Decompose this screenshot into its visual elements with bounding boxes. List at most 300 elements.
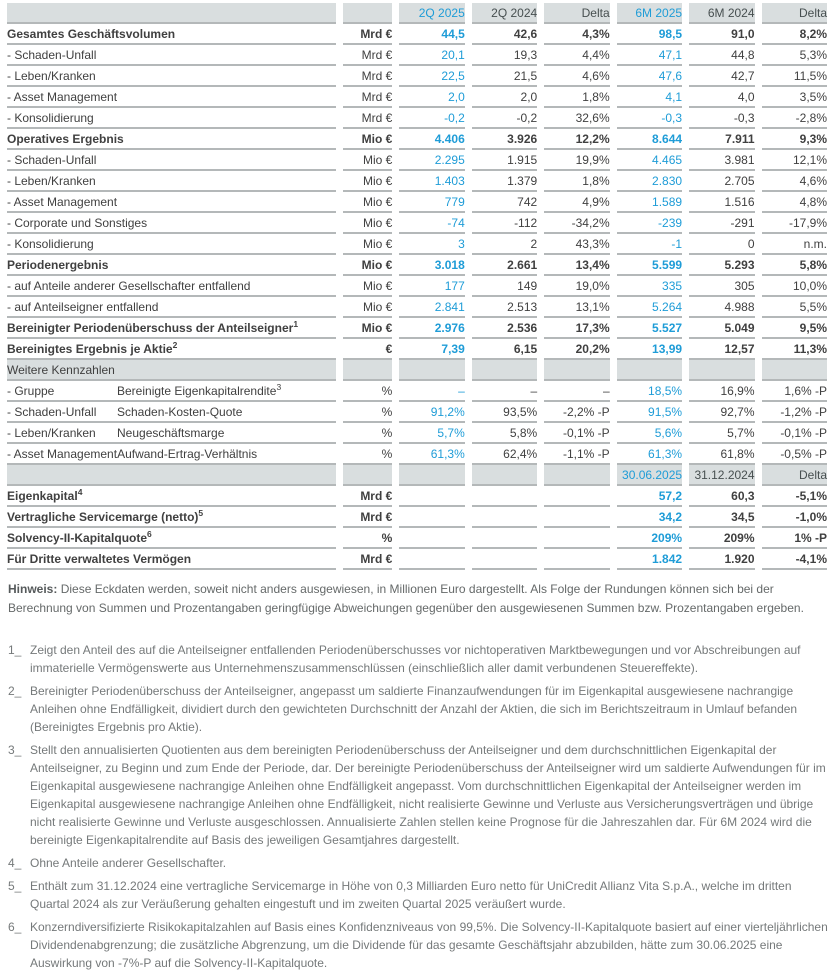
value-cell: 4,9% bbox=[544, 192, 609, 213]
table-row bbox=[7, 318, 827, 339]
value-cell: 13,99 bbox=[617, 339, 682, 360]
row-label-text: - Konsolidierung bbox=[7, 110, 94, 125]
value-cell bbox=[544, 507, 609, 528]
row-label bbox=[7, 444, 336, 465]
value-cell: -4,1% bbox=[762, 549, 827, 570]
value-cell: 1% -P bbox=[762, 528, 827, 549]
value-cell: 60,3 bbox=[689, 486, 754, 507]
row-label bbox=[7, 234, 336, 255]
value-cell: 5,8% bbox=[472, 423, 537, 444]
unit-cell: Mio € bbox=[343, 276, 392, 297]
value-cell: 91,5% bbox=[617, 402, 682, 423]
value-cell: 742 bbox=[472, 192, 537, 213]
value-cell: 1.920 bbox=[689, 549, 754, 570]
date-header-cell bbox=[399, 465, 464, 486]
value-cell: 42,6 bbox=[472, 24, 537, 45]
value-cell: 1,6% -P bbox=[762, 381, 827, 402]
value-cell: 5.527 bbox=[617, 318, 682, 339]
footnote-ref: 1 bbox=[293, 318, 299, 329]
value-cell: 149 bbox=[472, 276, 537, 297]
footnote bbox=[0, 741, 834, 849]
table-row bbox=[7, 192, 827, 213]
footnote-text: Konzerndiversifizierte Risikokapitalzahlen auf Basis eines Konfidenzniveaus von 99,5%. Die Solvency-II-Kapitalquote basiert auf einer vierteljährlichen Dividendenabgrenzung; die zusätzliche Abgrenzung, um die Dividende für das gesamte Geschäftsjahr abzubilden, hätte zum 30.06.2025 eine Auswirkung von -7%-P auf die Solvency-II-Kapitalquote. bbox=[30, 920, 828, 971]
row-label-text: - auf Anteilseigner entfallend bbox=[7, 299, 159, 314]
value-cell: -1,2% -P bbox=[762, 402, 827, 423]
table-row bbox=[7, 24, 827, 45]
unit-cell: % bbox=[343, 402, 392, 423]
value-cell: 12,1% bbox=[762, 150, 827, 171]
footnote bbox=[0, 682, 834, 736]
value-cell: 91,0 bbox=[689, 24, 754, 45]
row-label-text: Periodenergebnis bbox=[7, 257, 109, 272]
value-cell: 1.516 bbox=[689, 192, 754, 213]
value-cell: 9,3% bbox=[762, 129, 827, 150]
row-label-text: - Schaden-Unfall bbox=[7, 47, 97, 62]
section-header-row bbox=[7, 360, 827, 381]
row-label-text: Für Dritte verwaltetes Vermögen bbox=[7, 551, 192, 566]
section-cell-empty bbox=[399, 360, 464, 381]
value-cell: 8.644 bbox=[617, 129, 682, 150]
row-label-text: - Asset Management bbox=[7, 89, 118, 104]
unit-cell: Mrd € bbox=[343, 87, 392, 108]
row-label bbox=[7, 255, 336, 276]
value-cell: 57,2 bbox=[617, 486, 682, 507]
value-cell: 32,6% bbox=[544, 108, 609, 129]
value-cell: 19,0% bbox=[544, 276, 609, 297]
value-cell: 19,3 bbox=[472, 45, 537, 66]
footnote bbox=[0, 854, 834, 872]
row-label-text: - Asset Management bbox=[7, 446, 118, 461]
unit-cell: % bbox=[343, 423, 392, 444]
value-cell: 4,1 bbox=[617, 87, 682, 108]
footnote-text: Enthält zum 31.12.2024 eine vertragliche Servicemarge in Höhe von 0,3 Milliarden Euro netto für UniCredit Allianz Vita S.p.A., welche im dritten Quartal 2024 als zur Veräußerung gehalten eingestuft und im zweiten Quartal 2025 veräußert wurde. bbox=[30, 879, 792, 912]
table-row bbox=[7, 423, 827, 444]
value-cell: -1 bbox=[617, 234, 682, 255]
table-row bbox=[7, 297, 827, 318]
value-cell bbox=[399, 549, 464, 570]
value-cell: 7,39 bbox=[399, 339, 464, 360]
value-cell: 2.661 bbox=[472, 255, 537, 276]
row-label-text: - Schaden-Unfall bbox=[7, 152, 97, 167]
row-label-text: - Leben/Kranken bbox=[7, 68, 96, 83]
value-cell: 4,3% bbox=[544, 24, 609, 45]
value-cell: 3.981 bbox=[689, 150, 754, 171]
table-row bbox=[7, 255, 827, 276]
table-row bbox=[7, 171, 827, 192]
column-header-2q-2025: 2Q 2025 bbox=[399, 3, 464, 24]
row-label-text: Gesamtes Geschäftsvolumen bbox=[7, 26, 176, 41]
row-label-text: - auf Anteile anderer Gesellschafter entfallend bbox=[7, 278, 251, 293]
footnote bbox=[0, 641, 834, 677]
value-cell: 3 bbox=[399, 234, 464, 255]
value-cell: n.m. bbox=[762, 234, 827, 255]
value-cell: 34,5 bbox=[689, 507, 754, 528]
value-cell: -34,2% bbox=[544, 213, 609, 234]
column-header-6m-2025: 6M 2025 bbox=[617, 3, 682, 24]
value-cell: -74 bbox=[399, 213, 464, 234]
value-cell: 12,57 bbox=[689, 339, 754, 360]
row-label bbox=[7, 318, 336, 339]
value-cell bbox=[544, 549, 609, 570]
footnote-marker: 4_ bbox=[8, 856, 22, 871]
value-cell: 44,5 bbox=[399, 24, 464, 45]
value-cell: 1.915 bbox=[472, 150, 537, 171]
footnote-ref: 5 bbox=[198, 507, 204, 518]
value-cell: -17,9% bbox=[762, 213, 827, 234]
date-header-cell: 30.06.2025 bbox=[617, 465, 682, 486]
row-label-text: Eigenkapital$^4$ bbox=[7, 486, 83, 503]
footnote-marker: 5_ bbox=[8, 879, 22, 894]
footnotes bbox=[0, 641, 834, 972]
row-label bbox=[7, 129, 336, 150]
footnote-marker: 6_ bbox=[8, 920, 22, 935]
row-label-text: Operatives Ergebnis bbox=[7, 131, 124, 146]
value-cell: 61,3% bbox=[399, 444, 464, 465]
financial-table bbox=[0, 3, 834, 570]
column-header-2q-2024: 2Q 2024 bbox=[472, 3, 537, 24]
value-cell: 61,3% bbox=[617, 444, 682, 465]
column-header-row bbox=[7, 3, 827, 24]
footnote bbox=[0, 918, 834, 972]
value-cell bbox=[472, 528, 537, 549]
row-sublabel: Schaden-Kosten-Quote bbox=[117, 404, 243, 419]
value-cell: 20,1 bbox=[399, 45, 464, 66]
value-cell: 2.536 bbox=[472, 318, 537, 339]
unit-cell: Mio € bbox=[343, 150, 392, 171]
value-cell: 1.842 bbox=[617, 549, 682, 570]
value-cell: 91,2% bbox=[399, 402, 464, 423]
unit-cell: Mio € bbox=[343, 192, 392, 213]
date-header-cell: 31.12.2024 bbox=[689, 465, 754, 486]
value-cell bbox=[472, 507, 537, 528]
value-cell: -239 bbox=[617, 213, 682, 234]
unit-cell: Mrd € bbox=[343, 66, 392, 87]
footnote-ref: 2 bbox=[172, 339, 178, 350]
value-cell: -0,2 bbox=[399, 108, 464, 129]
value-cell: 5,8% bbox=[762, 255, 827, 276]
value-cell: 47,1 bbox=[617, 45, 682, 66]
value-cell: 3,5% bbox=[762, 87, 827, 108]
value-cell: 11,5% bbox=[762, 66, 827, 87]
value-cell: -1,1% -P bbox=[544, 444, 609, 465]
value-cell: 5,3% bbox=[762, 45, 827, 66]
row-label bbox=[7, 87, 336, 108]
value-cell: 19,9% bbox=[544, 150, 609, 171]
value-cell: 5,6% bbox=[617, 423, 682, 444]
value-cell: 2.705 bbox=[689, 171, 754, 192]
value-cell: 3.926 bbox=[472, 129, 537, 150]
footnote-marker: 3_ bbox=[8, 743, 22, 758]
value-cell: 62,4% bbox=[472, 444, 537, 465]
value-cell: -0,3 bbox=[689, 108, 754, 129]
table-row bbox=[7, 129, 827, 150]
value-cell: 1.589 bbox=[617, 192, 682, 213]
value-cell: 5.049 bbox=[689, 318, 754, 339]
value-cell: 3.018 bbox=[399, 255, 464, 276]
unit-cell: Mio € bbox=[343, 255, 392, 276]
row-label-text: Vertragliche Servicemarge (netto)$^5$ bbox=[7, 507, 204, 524]
value-cell: 2.513 bbox=[472, 297, 537, 318]
value-cell: 5,7% bbox=[399, 423, 464, 444]
row-label-text: - Leben/Kranken bbox=[7, 425, 96, 440]
value-cell: 22,5 bbox=[399, 66, 464, 87]
value-cell: 34,2 bbox=[617, 507, 682, 528]
value-cell: -2,8% bbox=[762, 108, 827, 129]
row-label bbox=[7, 171, 336, 192]
financial-table-body bbox=[7, 24, 827, 570]
unit-cell: Mio € bbox=[343, 318, 392, 339]
date-header-cell bbox=[472, 465, 537, 486]
value-cell: 93,5% bbox=[472, 402, 537, 423]
value-cell: 209% bbox=[689, 528, 754, 549]
row-label bbox=[7, 213, 336, 234]
table-row bbox=[7, 150, 827, 171]
table-row bbox=[7, 45, 827, 66]
value-cell: 2 bbox=[472, 234, 537, 255]
value-cell: 335 bbox=[617, 276, 682, 297]
row-label bbox=[7, 486, 336, 507]
table-row bbox=[7, 549, 827, 570]
unit-cell: Mrd € bbox=[343, 45, 392, 66]
value-cell: 21,5 bbox=[472, 66, 537, 87]
value-cell: 13,1% bbox=[544, 297, 609, 318]
value-cell: -2,2% -P bbox=[544, 402, 609, 423]
table-row bbox=[7, 213, 827, 234]
value-cell: 98,5 bbox=[617, 24, 682, 45]
value-cell: 1,8% bbox=[544, 171, 609, 192]
unit-cell: Mio € bbox=[343, 213, 392, 234]
section-cell-empty bbox=[689, 360, 754, 381]
table-row bbox=[7, 402, 827, 423]
row-label bbox=[7, 549, 336, 570]
row-label bbox=[7, 381, 336, 402]
table-row bbox=[7, 66, 827, 87]
row-label bbox=[7, 276, 336, 297]
value-cell bbox=[399, 507, 464, 528]
footnote-text: Stellt den annualisierten Quotienten aus dem bereinigten Periodenüberschuss der Anteilseigner und dem durchschnittlichen Eigenkapital der Anteilseigner, zu Beginn und zum Ende der Periode, dar. Der bereinigte Periodenüberschuss der Anteilseigner wird um saldierte Aufwendungen für im Eigenkapital ausgewiesene nachrangige Anleihen ohne Endfälligkeit angepasst. Vom durchschnittlichen Eigenkapital der Anteilseigner werden im Eigenkapital ausgewiesene nachrangige Anleihen ohne Endfälligkeit, nicht realisierte Gewinne und Verluste aus Versicherungsverträgen und übrige nicht realisierte Gewinne und Verluste ausgeschlossen. Annualisierte Zahlen stellen keine Prognose für die Jahreszahlen dar. Für 6M 2024 wird die bereinigte Eigenkapitalrendite auf Basis des jeweiligen Gesamtjahres dargestellt. bbox=[30, 743, 826, 848]
value-cell: -0,1% -P bbox=[762, 423, 827, 444]
value-cell: 4,6% bbox=[762, 171, 827, 192]
value-cell: -0,2 bbox=[472, 108, 537, 129]
table-row bbox=[7, 507, 827, 528]
row-label-text: Solvency-II-Kapitalquote$^6$ bbox=[7, 528, 152, 545]
row-label bbox=[7, 423, 336, 444]
row-label-text: - Leben/Kranken bbox=[7, 173, 96, 188]
column-header-delta: Delta bbox=[762, 3, 827, 24]
row-label-text: - Gruppe bbox=[7, 383, 55, 398]
section-cell-empty bbox=[472, 360, 537, 381]
row-label bbox=[7, 507, 336, 528]
row-label bbox=[7, 402, 336, 423]
value-cell: 209% bbox=[617, 528, 682, 549]
unit-cell: € bbox=[343, 339, 392, 360]
date-header-row bbox=[7, 465, 827, 486]
value-cell: – bbox=[399, 381, 464, 402]
value-cell: 92,7% bbox=[689, 402, 754, 423]
row-label bbox=[7, 150, 336, 171]
unit-cell: Mrd € bbox=[343, 486, 392, 507]
table-row bbox=[7, 87, 827, 108]
table-row bbox=[7, 486, 827, 507]
row-label-text: - Schaden-Unfall bbox=[7, 404, 97, 419]
value-cell: 1.403 bbox=[399, 171, 464, 192]
footnote-ref: 6 bbox=[147, 528, 152, 539]
column-header-delta: Delta bbox=[544, 3, 609, 24]
footnote-text: Bereinigter Periodenüberschuss der Anteilseigner, angepasst um saldierte Finanzaufwendungen für im Eigenkapital ausgewiesene nachrangige Anleihen ohne Endfälligkeit, dividiert durch den gewichteten Durchschnitt der Anzahl der Aktien, die sich im Berichtszeitraum in Umlauf befanden (Bereinigtes Ergebnis pro Aktie). bbox=[30, 684, 798, 735]
value-cell: 5.599 bbox=[617, 255, 682, 276]
row-label bbox=[7, 66, 336, 87]
section-cell-empty bbox=[762, 360, 827, 381]
value-cell: 4,6% bbox=[544, 66, 609, 87]
row-sublabel: Aufwand-Ertrag-Verhältnis bbox=[117, 446, 258, 461]
value-cell: 2.841 bbox=[399, 297, 464, 318]
value-cell: 2,0 bbox=[472, 87, 537, 108]
value-cell bbox=[472, 549, 537, 570]
note bbox=[8, 580, 832, 617]
unit-cell: Mrd € bbox=[343, 24, 392, 45]
row-sublabel: Bereinigte Eigenkapitalrendite$^3$ bbox=[117, 381, 282, 398]
note-title: Hinweis: bbox=[8, 582, 58, 596]
row-label bbox=[7, 192, 336, 213]
unit-cell: Mio € bbox=[343, 234, 392, 255]
value-cell: -1,0% bbox=[762, 507, 827, 528]
table-head bbox=[7, 3, 827, 24]
value-cell: 4.406 bbox=[399, 129, 464, 150]
footnote-marker: 2_ bbox=[8, 684, 22, 699]
note-text: Diese Eckdaten werden, soweit nicht anders ausgewiesen, in Millionen Euro dargestellt. Als Folge der Rundungen können sich bei der Berechnung von Summen und Prozentangaben geringfügige Abweichungen gegenüber den ausgewiesenen Summen bzw. Prozentangaben ergeben. bbox=[8, 582, 804, 615]
date-header-empty bbox=[7, 465, 336, 486]
row-sublabel: Neugeschäftsmarge bbox=[117, 425, 225, 440]
value-cell: -0,1% -P bbox=[544, 423, 609, 444]
value-cell: -0,3 bbox=[617, 108, 682, 129]
table-row bbox=[7, 381, 827, 402]
row-label bbox=[7, 24, 336, 45]
value-cell: 305 bbox=[689, 276, 754, 297]
value-cell: 779 bbox=[399, 192, 464, 213]
footnote-text: Zeigt den Anteil des auf die Anteilseigner entfallenden Periodenüberschusses vor nichtoperativen Marktbewegungen und vor Abschreibungen auf immaterielle Vermögenswerte aus Unternehmenszusammenschlüssen (einschließlich aller damit verbundenen Steuereffekte). bbox=[30, 643, 801, 676]
unit-cell: % bbox=[343, 444, 392, 465]
column-header-unit-empty bbox=[343, 3, 392, 24]
table-row bbox=[7, 108, 827, 129]
value-cell: 13,4% bbox=[544, 255, 609, 276]
unit-cell: Mio € bbox=[343, 129, 392, 150]
value-cell: 2.830 bbox=[617, 171, 682, 192]
footnote-ref: 3 bbox=[276, 381, 282, 392]
value-cell: 61,8% bbox=[689, 444, 754, 465]
value-cell: -112 bbox=[472, 213, 537, 234]
value-cell: -0,5% -P bbox=[762, 444, 827, 465]
table-row bbox=[7, 276, 827, 297]
date-header-cell bbox=[544, 465, 609, 486]
table-row bbox=[7, 234, 827, 255]
value-cell: 5,7% bbox=[689, 423, 754, 444]
date-header-cell: Delta bbox=[762, 465, 827, 486]
section-cell-empty bbox=[544, 360, 609, 381]
value-cell: – bbox=[544, 381, 609, 402]
section-title: Weitere Kennzahlen bbox=[7, 360, 336, 381]
row-label bbox=[7, 45, 336, 66]
footnote-marker: 1_ bbox=[8, 643, 22, 658]
value-cell: 1,8% bbox=[544, 87, 609, 108]
value-cell: 2.976 bbox=[399, 318, 464, 339]
row-label-text: Bereinigtes Ergebnis je Aktie$^2$ bbox=[7, 339, 178, 356]
unit-cell: Mrd € bbox=[343, 507, 392, 528]
value-cell bbox=[544, 528, 609, 549]
value-cell: 44,8 bbox=[689, 45, 754, 66]
value-cell: 20,2% bbox=[544, 339, 609, 360]
row-label bbox=[7, 297, 336, 318]
value-cell: 8,2% bbox=[762, 24, 827, 45]
value-cell: 47,6 bbox=[617, 66, 682, 87]
section-cell-empty bbox=[617, 360, 682, 381]
value-cell bbox=[472, 486, 537, 507]
value-cell: 177 bbox=[399, 276, 464, 297]
footnote-ref: 4 bbox=[77, 486, 83, 497]
row-label bbox=[7, 528, 336, 549]
column-header-6m-2024: 6M 2024 bbox=[689, 3, 754, 24]
value-cell: 4.465 bbox=[617, 150, 682, 171]
section-cell-empty bbox=[343, 360, 392, 381]
column-header-label-empty bbox=[7, 3, 336, 24]
row-label-text: Bereinigter Periodenüberschuss der Anteilseigner$^1$ bbox=[7, 318, 299, 335]
value-cell: 5,5% bbox=[762, 297, 827, 318]
value-cell: 9,5% bbox=[762, 318, 827, 339]
row-label bbox=[7, 108, 336, 129]
value-cell: 16,9% bbox=[689, 381, 754, 402]
unit-cell: Mio € bbox=[343, 171, 392, 192]
value-cell: 5.293 bbox=[689, 255, 754, 276]
value-cell: 43,3% bbox=[544, 234, 609, 255]
value-cell: 2.295 bbox=[399, 150, 464, 171]
value-cell: 18,5% bbox=[617, 381, 682, 402]
value-cell: 10,0% bbox=[762, 276, 827, 297]
value-cell: 4.988 bbox=[689, 297, 754, 318]
unit-cell: Mrd € bbox=[343, 549, 392, 570]
unit-cell: % bbox=[343, 528, 392, 549]
row-label-text: - Konsolidierung bbox=[7, 236, 94, 251]
row-label bbox=[7, 339, 336, 360]
footnote-text: Ohne Anteile anderer Gesellschafter. bbox=[30, 856, 227, 871]
value-cell: 1.379 bbox=[472, 171, 537, 192]
value-cell: 2,0 bbox=[399, 87, 464, 108]
row-label-text: - Asset Management bbox=[7, 194, 118, 209]
date-header-empty bbox=[343, 465, 392, 486]
value-cell: 0 bbox=[689, 234, 754, 255]
value-cell: 17,3% bbox=[544, 318, 609, 339]
unit-cell: Mio € bbox=[343, 297, 392, 318]
value-cell: -5,1% bbox=[762, 486, 827, 507]
value-cell: 5.264 bbox=[617, 297, 682, 318]
value-cell: – bbox=[472, 381, 537, 402]
row-label-text: - Corporate und Sonstiges bbox=[7, 215, 148, 230]
footnote bbox=[0, 877, 834, 913]
table-row bbox=[7, 339, 827, 360]
value-cell: -291 bbox=[689, 213, 754, 234]
table-row bbox=[7, 444, 827, 465]
value-cell bbox=[399, 486, 464, 507]
value-cell: 6,15 bbox=[472, 339, 537, 360]
value-cell bbox=[544, 486, 609, 507]
value-cell bbox=[399, 528, 464, 549]
value-cell: 11,3% bbox=[762, 339, 827, 360]
value-cell: 7.911 bbox=[689, 129, 754, 150]
unit-cell: % bbox=[343, 381, 392, 402]
table-row bbox=[7, 528, 827, 549]
value-cell: 4,4% bbox=[544, 45, 609, 66]
value-cell: 42,7 bbox=[689, 66, 754, 87]
value-cell: 4,8% bbox=[762, 192, 827, 213]
value-cell: 4,0 bbox=[689, 87, 754, 108]
